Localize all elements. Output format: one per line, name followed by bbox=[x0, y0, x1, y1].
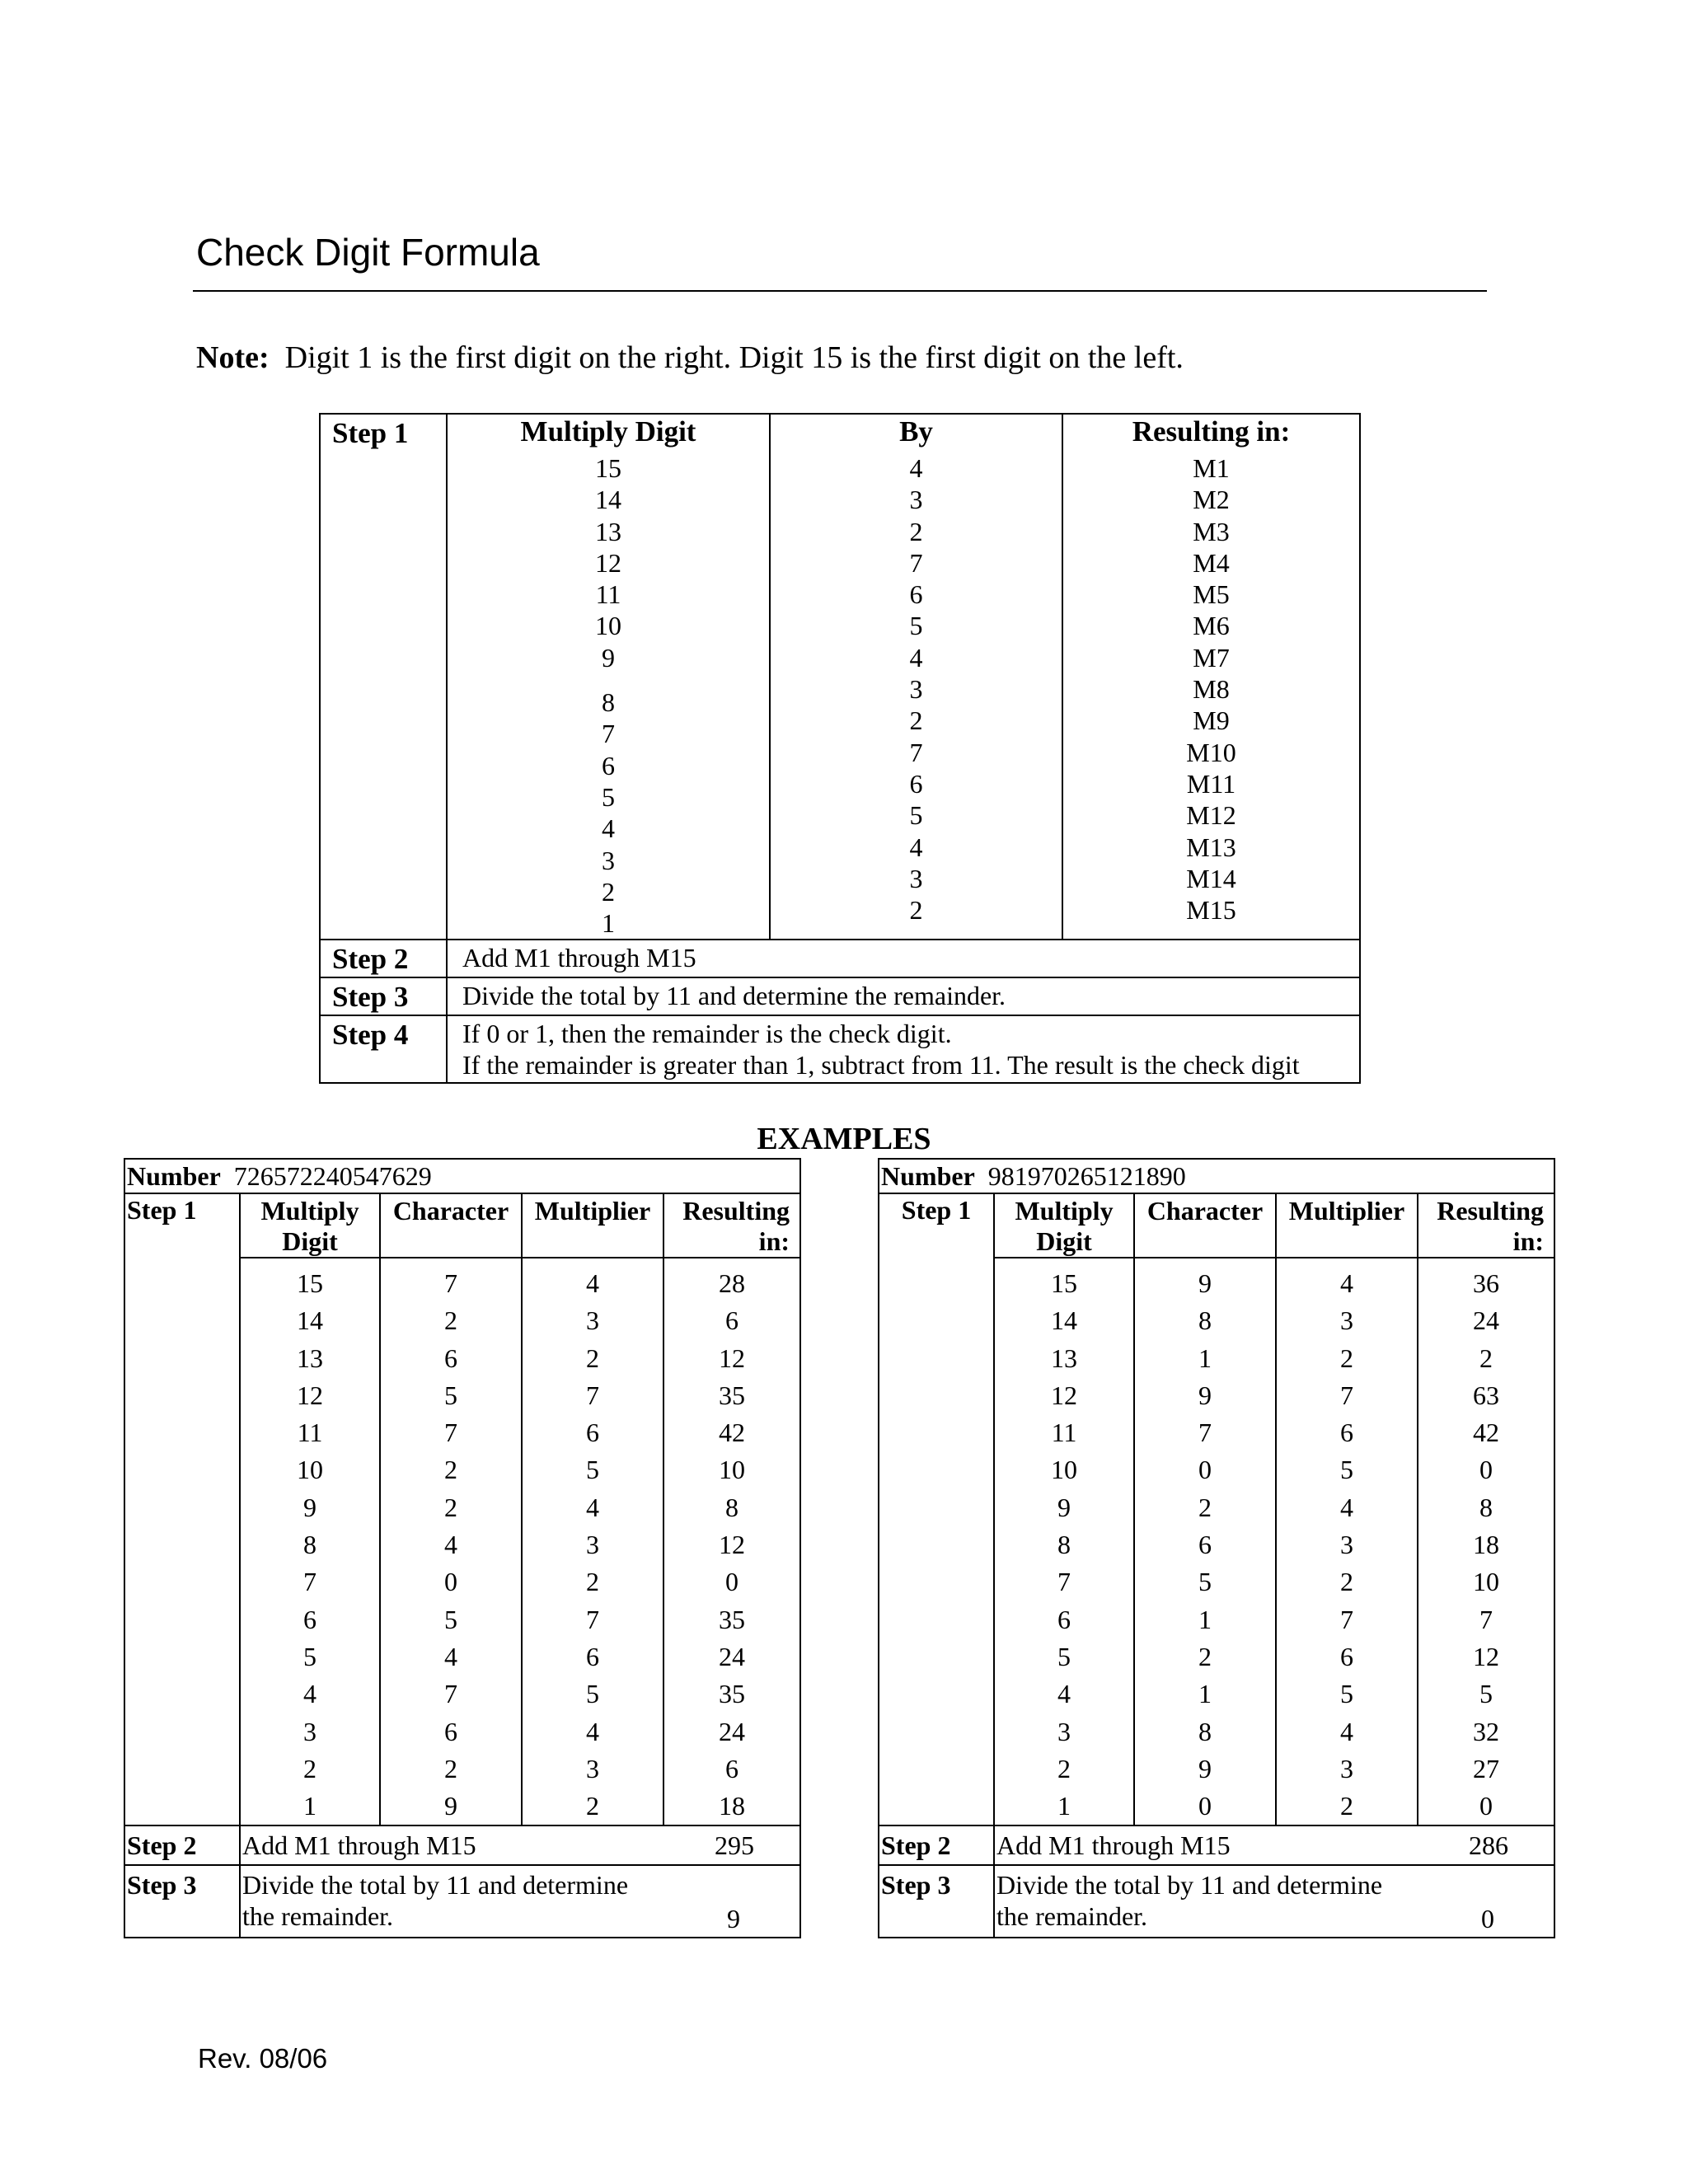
list-item: 8 bbox=[1198, 1716, 1212, 1746]
example-2-step2-text: Add M1 through M15 bbox=[996, 1830, 1231, 1861]
list-item: 3 bbox=[1340, 1530, 1353, 1560]
example-2-step2-cell bbox=[994, 1825, 1554, 1865]
list-item: 5 bbox=[586, 1455, 599, 1485]
list-item: 6 bbox=[586, 1641, 599, 1671]
example-1-step3-value: 9 bbox=[727, 1904, 741, 1934]
list-item: 9 bbox=[1198, 1753, 1212, 1783]
formula-by-column bbox=[770, 414, 1062, 940]
list-item: 3 bbox=[909, 863, 923, 893]
list-item: 9 bbox=[602, 642, 615, 673]
list-item: 35 bbox=[719, 1679, 745, 1709]
list-item: 7 bbox=[586, 1604, 599, 1634]
list-item: 7 bbox=[303, 1567, 316, 1597]
example-1-step2-text: Add M1 through M15 bbox=[242, 1830, 476, 1861]
list-item: 2 bbox=[444, 1492, 457, 1522]
formula-step4-line1: If 0 or 1, then the remainder is the check digit. bbox=[462, 1019, 952, 1049]
example-2-number-label: Number bbox=[881, 1161, 975, 1191]
list-item: 12 bbox=[719, 1343, 745, 1373]
formula-table bbox=[319, 413, 1361, 1084]
list-item: 24 bbox=[719, 1641, 745, 1671]
list-item: 9 bbox=[444, 1791, 457, 1821]
list-item: 1 bbox=[1198, 1343, 1212, 1373]
list-item: 4 bbox=[909, 832, 923, 862]
example-2-digit-header: Multiply Digit bbox=[994, 1193, 1134, 1258]
list-item: 5 bbox=[1057, 1641, 1071, 1671]
list-item: 2 bbox=[1340, 1791, 1353, 1821]
list-item: M5 bbox=[1193, 579, 1230, 610]
list-item: 1 bbox=[1198, 1604, 1212, 1634]
formula-step1-label: Step 1 bbox=[320, 414, 447, 940]
list-item: 4 bbox=[444, 1530, 457, 1560]
list-item: 9 bbox=[303, 1492, 316, 1522]
list-item: 10 bbox=[1473, 1567, 1499, 1597]
formula-step4-text bbox=[447, 1015, 1360, 1083]
example-1-step3-line1: Divide the total by 11 and determine bbox=[242, 1870, 629, 1900]
list-item: 15 bbox=[595, 453, 621, 483]
list-item: 24 bbox=[1473, 1305, 1499, 1336]
list-item: 42 bbox=[719, 1418, 745, 1448]
list-item: 4 bbox=[909, 642, 923, 673]
list-item: 24 bbox=[719, 1716, 745, 1746]
example-1-step3-line2: the remainder. bbox=[242, 1901, 394, 1932]
example-table-1 bbox=[124, 1158, 801, 1938]
list-item: 5 bbox=[909, 611, 923, 641]
list-item: 11 bbox=[1051, 1418, 1077, 1448]
list-item: 7 bbox=[444, 1679, 457, 1709]
example-1-step3-cell bbox=[240, 1865, 800, 1938]
list-item: 2 bbox=[444, 1455, 457, 1485]
list-item: 14 bbox=[297, 1305, 323, 1336]
example-2-step3-label: Step 3 bbox=[879, 1865, 994, 1938]
example-2-step1-label: Step 1 bbox=[879, 1193, 994, 1825]
formula-step2-label: Step 2 bbox=[320, 940, 447, 977]
list-item: 0 bbox=[444, 1567, 457, 1597]
example-1-digit-header: Multiply Digit bbox=[240, 1193, 380, 1258]
list-item: 13 bbox=[297, 1343, 323, 1373]
list-item: 4 bbox=[303, 1679, 316, 1709]
example-1-number-label: Number bbox=[127, 1161, 221, 1191]
list-item: 27 bbox=[1473, 1753, 1499, 1783]
list-item: 7 bbox=[1198, 1418, 1212, 1448]
list-item: 10 bbox=[719, 1455, 745, 1485]
list-item: 5 bbox=[1340, 1679, 1353, 1709]
list-item: 28 bbox=[719, 1268, 745, 1298]
list-item: M4 bbox=[1193, 547, 1230, 578]
example-1-step3-text bbox=[241, 1866, 799, 1932]
example-1-step3-label: Step 3 bbox=[124, 1865, 240, 1938]
example-2-number: 981970265121890 bbox=[987, 1161, 1186, 1191]
list-item: 18 bbox=[1473, 1530, 1499, 1560]
list-item: 12 bbox=[719, 1530, 745, 1560]
list-item: 3 bbox=[909, 674, 923, 705]
example-2-mult-list bbox=[1276, 1258, 1418, 1825]
list-item: 6 bbox=[1340, 1418, 1353, 1448]
list-item: 8 bbox=[602, 687, 615, 718]
example-2-step2-label: Step 2 bbox=[879, 1825, 994, 1865]
list-item: M3 bbox=[1193, 516, 1230, 546]
list-item: M11 bbox=[1186, 768, 1236, 799]
list-item: 11 bbox=[595, 579, 621, 610]
list-item: 36 bbox=[1473, 1268, 1499, 1298]
example-2-number-row bbox=[879, 1159, 1554, 1193]
list-item: 4 bbox=[444, 1641, 457, 1671]
list-item: 12 bbox=[595, 547, 621, 578]
list-spacer bbox=[448, 673, 769, 687]
list-item: 3 bbox=[1340, 1305, 1353, 1336]
list-item: 2 bbox=[303, 1753, 316, 1783]
list-item: M12 bbox=[1186, 800, 1236, 831]
list-item: M2 bbox=[1193, 485, 1230, 515]
list-item: 6 bbox=[602, 750, 615, 780]
list-item: 4 bbox=[602, 813, 615, 844]
list-item: 4 bbox=[1340, 1492, 1353, 1522]
list-item: 9 bbox=[1198, 1380, 1212, 1410]
list-item: 4 bbox=[1057, 1679, 1071, 1709]
list-item: M7 bbox=[1193, 642, 1230, 673]
example-2-digit-list bbox=[994, 1258, 1134, 1825]
list-item: 7 bbox=[909, 737, 923, 767]
example-2-step2-value: 286 bbox=[1469, 1830, 1509, 1861]
list-item: M13 bbox=[1186, 832, 1236, 862]
page-title: Check Digit Formula bbox=[196, 231, 540, 274]
list-item: 7 bbox=[444, 1268, 457, 1298]
list-item: 2 bbox=[444, 1305, 457, 1336]
example-table-2 bbox=[878, 1158, 1555, 1938]
example-2-result-list bbox=[1418, 1258, 1554, 1825]
list-item: 0 bbox=[725, 1567, 738, 1597]
list-item: 2 bbox=[1198, 1641, 1212, 1671]
note-label: Note: bbox=[196, 340, 270, 375]
formula-step4-line2: If the remainder is greater than 1, subtract from 11. The result is the check digit bbox=[462, 1050, 1300, 1080]
list-item: 14 bbox=[595, 485, 621, 515]
list-item: 8 bbox=[303, 1530, 316, 1560]
list-item: M10 bbox=[1186, 737, 1236, 767]
list-item: 8 bbox=[725, 1492, 738, 1522]
list-item: 5 bbox=[1479, 1679, 1493, 1709]
list-item: 7 bbox=[1340, 1604, 1353, 1634]
list-item: 4 bbox=[586, 1492, 599, 1522]
example-1-result-header: Resulting in: bbox=[663, 1193, 800, 1258]
list-item: 7 bbox=[909, 547, 923, 578]
list-item: 2 bbox=[586, 1567, 599, 1597]
example-2-result-header: Resulting in: bbox=[1418, 1193, 1554, 1258]
list-item: 6 bbox=[1340, 1641, 1353, 1671]
example-2-char-list bbox=[1134, 1258, 1276, 1825]
list-item: 3 bbox=[586, 1753, 599, 1783]
list-item: 32 bbox=[1473, 1716, 1499, 1746]
formula-digit-list bbox=[448, 449, 769, 939]
list-item: 0 bbox=[1479, 1791, 1493, 1821]
list-item: M15 bbox=[1186, 895, 1236, 926]
list-item: 2 bbox=[1340, 1567, 1353, 1597]
formula-result-list bbox=[1063, 449, 1359, 926]
formula-by-list bbox=[771, 449, 1062, 926]
list-item: 12 bbox=[297, 1380, 323, 1410]
list-item: M6 bbox=[1193, 611, 1230, 641]
list-item: 5 bbox=[1340, 1455, 1353, 1485]
list-item: 12 bbox=[1473, 1641, 1499, 1671]
list-item: 15 bbox=[1051, 1268, 1077, 1298]
list-item: 2 bbox=[586, 1343, 599, 1373]
example-1-char-list bbox=[380, 1258, 522, 1825]
list-item: 0 bbox=[1198, 1791, 1212, 1821]
example-1-digit-list bbox=[240, 1258, 380, 1825]
list-item: 13 bbox=[595, 516, 621, 546]
example-1-step2-cell bbox=[240, 1825, 800, 1865]
list-item: 3 bbox=[303, 1716, 316, 1746]
list-item: 6 bbox=[1198, 1530, 1212, 1560]
list-item: 2 bbox=[586, 1791, 599, 1821]
list-item: 6 bbox=[909, 768, 923, 799]
list-item: 5 bbox=[586, 1679, 599, 1709]
example-1-number-row bbox=[124, 1159, 800, 1193]
example-2-step3-value: 0 bbox=[1481, 1904, 1495, 1934]
list-item: 3 bbox=[1057, 1716, 1071, 1746]
example-2-mult-header: Multiplier bbox=[1276, 1193, 1418, 1258]
list-item: 14 bbox=[1051, 1305, 1077, 1336]
example-2-step3-cell bbox=[994, 1865, 1554, 1938]
list-item: 4 bbox=[586, 1716, 599, 1746]
list-item: 2 bbox=[909, 516, 923, 546]
title-divider bbox=[193, 290, 1487, 292]
list-item: 3 bbox=[909, 485, 923, 515]
example-1-step2-label: Step 2 bbox=[124, 1825, 240, 1865]
example-2-char-header: Character bbox=[1134, 1193, 1276, 1258]
list-item: 7 bbox=[444, 1418, 457, 1448]
list-item: 6 bbox=[725, 1305, 738, 1336]
list-item: 4 bbox=[1340, 1716, 1353, 1746]
note-text: Digit 1 is the first digit on the right. Digit 15 is the first digit on the left. bbox=[284, 340, 1184, 375]
list-item: 3 bbox=[586, 1305, 599, 1336]
list-item: 15 bbox=[297, 1268, 323, 1298]
example-1-char-header: Character bbox=[380, 1193, 522, 1258]
list-item: 4 bbox=[1340, 1268, 1353, 1298]
list-item: 3 bbox=[586, 1530, 599, 1560]
list-item: 5 bbox=[1198, 1567, 1212, 1597]
example-1-step1-label: Step 1 bbox=[124, 1193, 240, 1825]
example-2-step3-line1: Divide the total by 11 and determine bbox=[996, 1870, 1383, 1900]
list-item: 8 bbox=[1479, 1492, 1493, 1522]
list-item: 6 bbox=[909, 579, 923, 610]
list-item: 6 bbox=[725, 1753, 738, 1783]
list-item: 6 bbox=[444, 1343, 457, 1373]
formula-step3-text: Divide the total by 11 and determine the remainder. bbox=[447, 977, 1360, 1015]
list-item: 4 bbox=[909, 453, 923, 483]
formula-result-header: Resulting in: bbox=[1132, 415, 1291, 448]
list-item: 12 bbox=[1051, 1380, 1077, 1410]
formula-step4-label: Step 4 bbox=[320, 1015, 447, 1083]
list-item: 0 bbox=[1198, 1455, 1212, 1485]
list-item: 7 bbox=[1479, 1604, 1493, 1634]
example-2-step3-line2: the remainder. bbox=[996, 1901, 1148, 1932]
list-item: 1 bbox=[1198, 1679, 1212, 1709]
list-item: 6 bbox=[1057, 1604, 1071, 1634]
list-item: 7 bbox=[586, 1380, 599, 1410]
list-item: 2 bbox=[444, 1753, 457, 1783]
list-item: 2 bbox=[1057, 1753, 1071, 1783]
example-2-step3-text bbox=[995, 1866, 1554, 1932]
examples-heading: EXAMPLES bbox=[757, 1122, 931, 1156]
list-item: 35 bbox=[719, 1380, 745, 1410]
list-item: 2 bbox=[1340, 1343, 1353, 1373]
list-item: 1 bbox=[1057, 1791, 1071, 1821]
list-item: 18 bbox=[719, 1791, 745, 1821]
formula-digit-header: Multiply Digit bbox=[520, 415, 696, 448]
list-item: M8 bbox=[1193, 674, 1230, 705]
list-item: 7 bbox=[602, 719, 615, 749]
formula-step2-text: Add M1 through M15 bbox=[447, 940, 1360, 977]
list-item: 10 bbox=[1051, 1455, 1077, 1485]
formula-by-header: By bbox=[899, 415, 933, 448]
formula-step3-label: Step 3 bbox=[320, 977, 447, 1015]
list-item: 2 bbox=[1479, 1343, 1493, 1373]
list-item: M14 bbox=[1186, 863, 1236, 893]
list-item: 4 bbox=[586, 1268, 599, 1298]
list-item: 10 bbox=[297, 1455, 323, 1485]
list-item: 7 bbox=[1057, 1567, 1071, 1597]
list-item: 11 bbox=[297, 1418, 323, 1448]
revision-label: Rev. 08/06 bbox=[198, 2043, 328, 2074]
list-item: 9 bbox=[1057, 1492, 1071, 1522]
list-item: 9 bbox=[1198, 1268, 1212, 1298]
list-item: 1 bbox=[303, 1791, 316, 1821]
list-item: 63 bbox=[1473, 1380, 1499, 1410]
example-1-result-list bbox=[663, 1258, 800, 1825]
list-item: 3 bbox=[602, 845, 615, 875]
list-item: 5 bbox=[444, 1380, 457, 1410]
list-item: 2 bbox=[909, 705, 923, 736]
list-item: 5 bbox=[602, 781, 615, 812]
list-item: 13 bbox=[1051, 1343, 1077, 1373]
list-item: 6 bbox=[444, 1716, 457, 1746]
list-item: 42 bbox=[1473, 1418, 1499, 1448]
list-item: M9 bbox=[1193, 705, 1230, 736]
list-item: 10 bbox=[595, 611, 621, 641]
list-item: 3 bbox=[1340, 1753, 1353, 1783]
example-1-step2-value: 295 bbox=[715, 1830, 755, 1861]
list-item: 0 bbox=[1479, 1455, 1493, 1485]
example-1-mult-header: Multiplier bbox=[522, 1193, 663, 1258]
list-item: 6 bbox=[586, 1418, 599, 1448]
list-item: 6 bbox=[303, 1604, 316, 1634]
list-item: 8 bbox=[1198, 1305, 1212, 1336]
list-item: 8 bbox=[1057, 1530, 1071, 1560]
list-item: 2 bbox=[909, 895, 923, 926]
formula-digit-column bbox=[447, 414, 770, 940]
list-item: 2 bbox=[1198, 1492, 1212, 1522]
formula-result-column bbox=[1062, 414, 1360, 940]
example-1-mult-list bbox=[522, 1258, 663, 1825]
list-item: 5 bbox=[303, 1641, 316, 1671]
list-item: 7 bbox=[1340, 1380, 1353, 1410]
note-line bbox=[196, 338, 1184, 377]
list-item: 1 bbox=[602, 908, 615, 939]
list-item: 35 bbox=[719, 1604, 745, 1634]
example-1-number: 726572240547629 bbox=[233, 1161, 432, 1191]
list-item: 5 bbox=[909, 800, 923, 831]
list-item: 2 bbox=[602, 876, 615, 907]
list-item: M1 bbox=[1193, 453, 1230, 483]
list-item: 5 bbox=[444, 1604, 457, 1634]
